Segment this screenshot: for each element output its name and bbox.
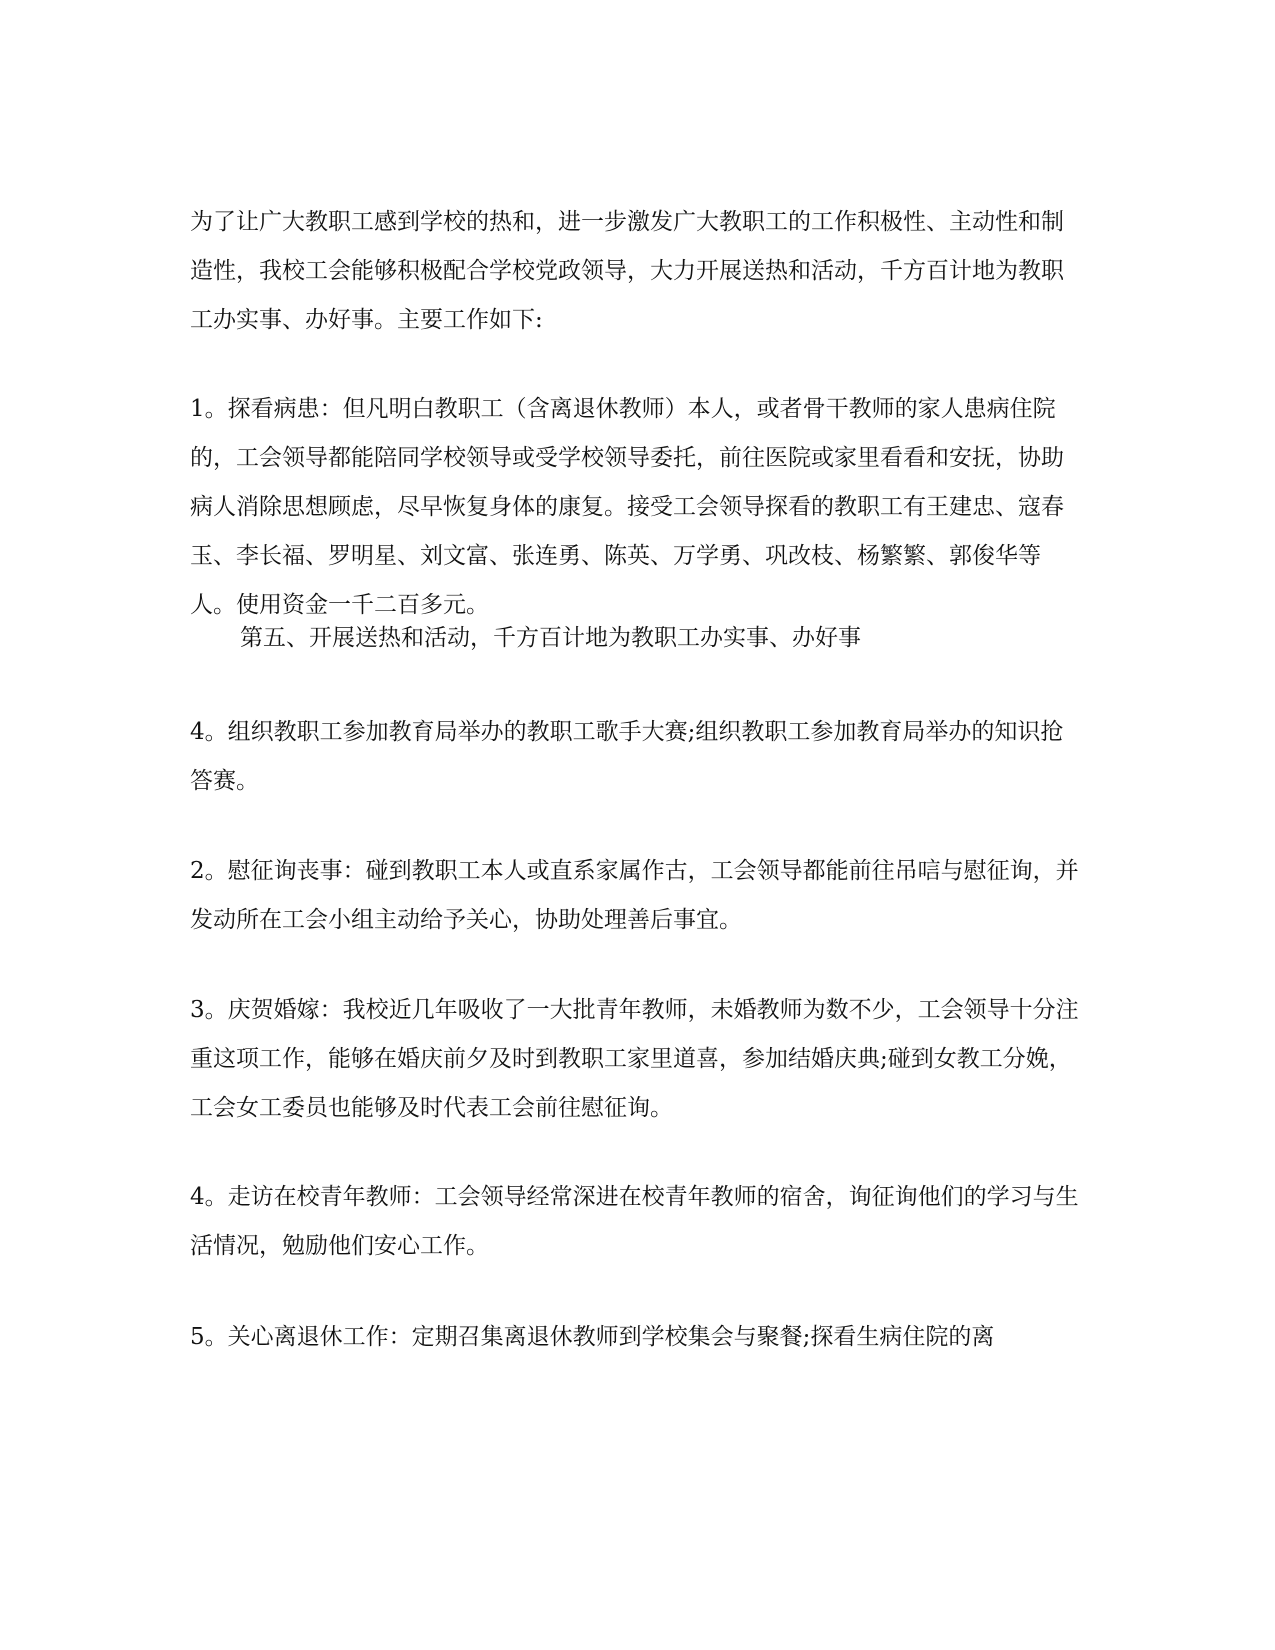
item-2-paragraph: 2。慰征询丧事：碰到教职工本人或直系家属作古，工会领导都能前往吊唁与慰征询，并发动所在工会小组主动给予关心，协助处理善后事宜。	[190, 858, 1079, 933]
section-five-heading: 第五、开展送热和活动，千方百计地为教职工办实事、办好事	[240, 625, 861, 651]
item-1-paragraph: 1。探看病患：但凡明白教职工（含离退休教师）本人，或者骨干教师的家人患病住院的，工会领导都能陪同学校领导或受学校领导委托，前往医院或家里看看和安抚，协助病人消除思想顾虑，尽早恢复身体的康复。接受工会领导探看的教职工有王建忠、寇春玉、李长福、罗明星、刘文富、张连勇、陈英、万学勇、巩改枝、杨繁繁、郭俊华等人。使用资金一千二百多元。	[190, 396, 1064, 618]
intro-paragraph: 为了让广大教职工感到学校的热和，进一步激发广大教职工的工作积极性、主动性和制造性，我校工会能够积极配合学校党政领导，大力开展送热和活动，千方百计地为教职工办实事、办好事。主要工作如下:	[190, 209, 1064, 333]
item-3-paragraph: 3。庆贺婚嫁：我校近几年吸收了一大批青年教师，未婚教师为数不少，工会领导十分注重这项工作，能够在婚庆前夕及时到教职工家里道喜，参加结婚庆典;碰到女教工分娩，工会女工委员也能够及时代表工会前往慰征询。	[190, 997, 1079, 1121]
item-4a-paragraph: 4。组织教职工参加教育局举办的教职工歌手大赛;组织教职工参加教育局举办的知识抢答赛。	[190, 719, 1064, 794]
item-4b-paragraph: 4。走访在校青年教师：工会领导经常深进在校青年教师的宿舍，询征询他们的学习与生活情况，勉励他们安心工作。	[190, 1184, 1079, 1259]
item-5-paragraph: 5。关心离退休工作：定期召集离退休教师到学校集会与聚餐;探看生病住院的离	[190, 1324, 995, 1350]
